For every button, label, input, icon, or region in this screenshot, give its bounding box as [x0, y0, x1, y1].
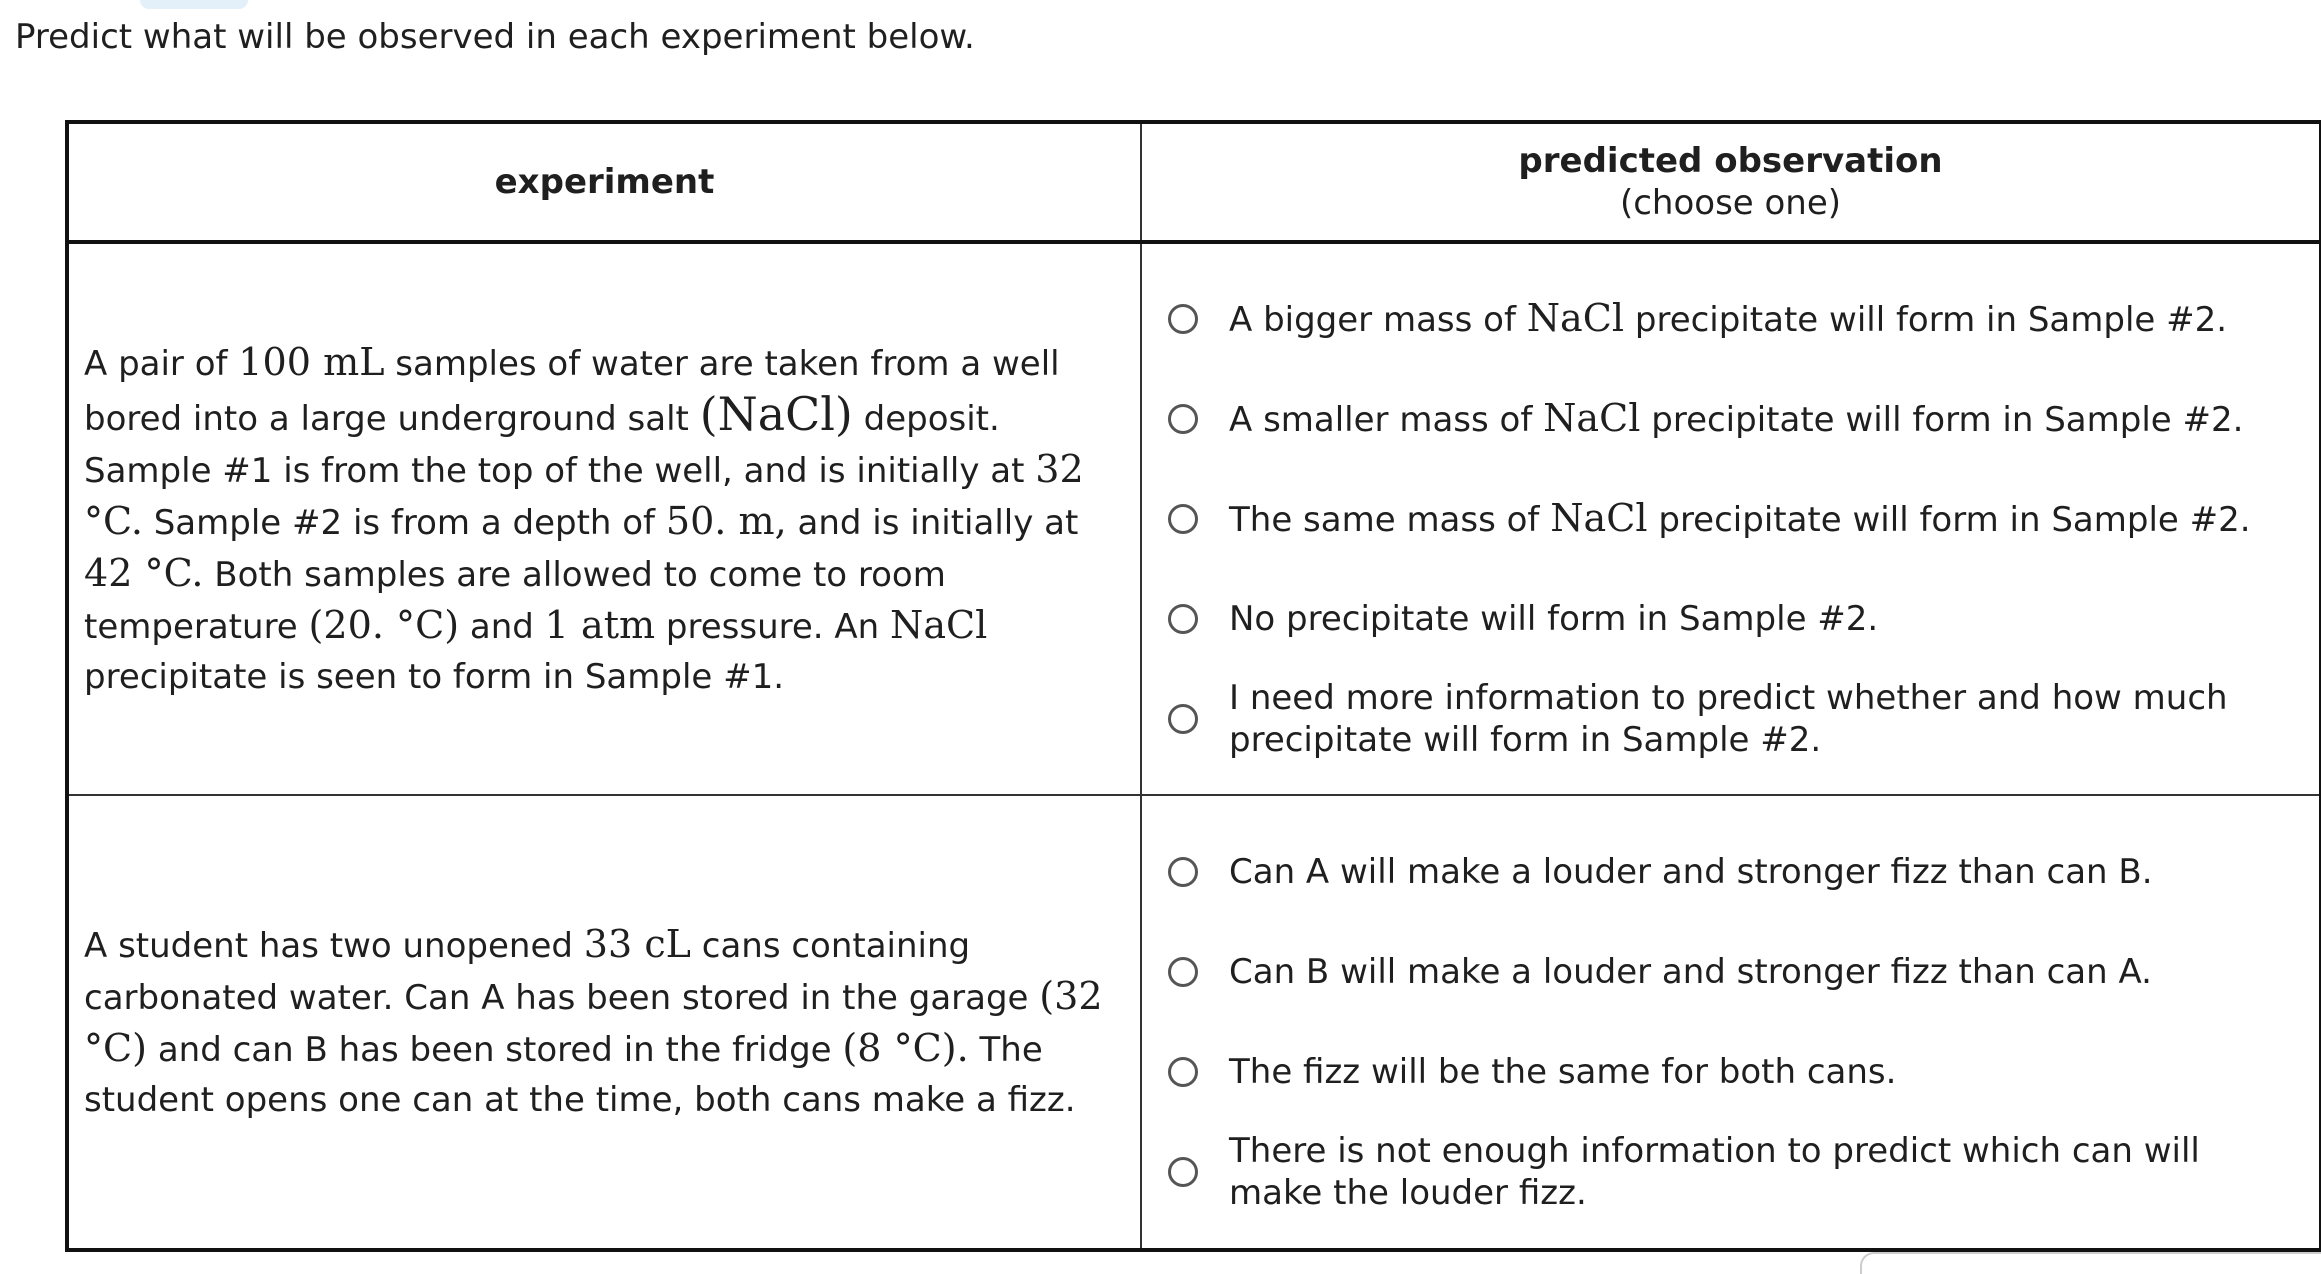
- radio-button[interactable]: [1168, 504, 1198, 534]
- answer-option[interactable]: [1142, 922, 2319, 1022]
- top-tab-decoration: [140, 0, 248, 9]
- radio-button[interactable]: [1168, 957, 1198, 987]
- experiment-text: A pair of: [84, 343, 239, 384]
- option-label: The fizz will be the same for both cans.: [1229, 1052, 1897, 1092]
- math-value: (20. °C): [308, 602, 460, 647]
- experiment-text: samples of water are taken from a well bored into a large underground salt: [84, 343, 1060, 439]
- radio-button[interactable]: [1168, 857, 1198, 887]
- answer-option[interactable]: [1142, 822, 2319, 922]
- answer-option[interactable]: [1142, 569, 2319, 669]
- experiment-text: cans containing carbonated water. Can A has been stored in the garage: [84, 926, 1040, 1018]
- experiment-text: pressure. An: [655, 606, 891, 647]
- math-value: (8 °C).: [842, 1026, 969, 1070]
- experiment-text: Sample #2 is from a depth of: [142, 502, 666, 543]
- radio-button[interactable]: [1168, 704, 1198, 734]
- answer-option[interactable]: [1142, 269, 2319, 369]
- option-text-post: precipitate will form in Sample #2.: [1624, 300, 2228, 340]
- math-value: 1 atm: [544, 602, 656, 647]
- option-text-pre: The same mass of: [1229, 500, 1551, 540]
- option-label: [1229, 297, 2247, 341]
- option-label: Can B will make a louder and stronger fizz than can A.: [1229, 952, 2152, 992]
- answer-option[interactable]: [1142, 369, 2319, 469]
- experiment-column-header: [67, 122, 1141, 242]
- answer-option[interactable]: [1142, 469, 2319, 569]
- option-label: [1229, 677, 2319, 761]
- experiment-text: and: [459, 606, 545, 647]
- experiment-text: precipitate is seen to form in Sample #1.: [84, 656, 785, 697]
- option-label: Can A will make a louder and stronger fizz than can B.: [1229, 852, 2153, 892]
- math-value: 50. m,: [665, 498, 787, 543]
- radio-button[interactable]: [1168, 304, 1198, 334]
- option-label: [1229, 397, 2263, 441]
- experiment-cell-1: [67, 242, 1141, 795]
- math-value: NaCl: [1550, 496, 1648, 540]
- answer-option[interactable]: [1142, 669, 2319, 769]
- answer-options-1: [1142, 261, 2319, 777]
- instructions-text: Predict what will be observed in each experiment below.: [15, 17, 975, 57]
- radio-button[interactable]: [1168, 1157, 1198, 1187]
- experiment-header-label: experiment: [494, 162, 715, 202]
- option-text-pre: I need more information to predict whether and how much precipitate will form in Sample #2.: [1229, 678, 2228, 760]
- experiment-text: and can B has been stored in the fridge: [147, 1030, 843, 1070]
- option-text-post: precipitate will form in Sample #2.: [1647, 500, 2251, 540]
- math-value: 42 °C.: [84, 550, 204, 595]
- option-label: There is not enough information to predict which can will make the louder fizz.: [1229, 1131, 2200, 1213]
- option-text-post: precipitate will form in Sample #2.: [1640, 400, 2244, 440]
- math-value: 100 mL: [238, 339, 385, 384]
- answer-option[interactable]: [1142, 1022, 2319, 1122]
- corner-decoration: [1860, 1252, 2321, 1274]
- radio-button[interactable]: [1168, 404, 1198, 434]
- prediction-table: [65, 120, 2321, 1252]
- experiment-text: Both samples are allowed to come to room temperature: [84, 554, 946, 647]
- observation-cell-1: [1141, 242, 2321, 795]
- radio-button[interactable]: [1168, 604, 1198, 634]
- option-text-pre: No precipitate will form in Sample #2.: [1229, 599, 1879, 639]
- observation-cell-2: [1141, 795, 2321, 1250]
- math-value: NaCl: [1543, 396, 1641, 440]
- experiment-text: The student opens one can at the time, both cans make a fizz.: [84, 1030, 1076, 1120]
- experiment-cell-2: [67, 795, 1141, 1250]
- table-row: [67, 795, 2321, 1250]
- experiment-text: and is initially at: [786, 502, 1079, 543]
- experiment-text: A student has two unopened: [84, 926, 584, 966]
- observation-column-header: [1141, 122, 2321, 242]
- radio-button[interactable]: [1168, 1057, 1198, 1087]
- answer-options-2: [1142, 814, 2319, 1230]
- option-text-pre: A smaller mass of: [1229, 400, 1544, 440]
- math-value: NaCl: [1526, 296, 1625, 340]
- option-label: [1229, 598, 1898, 640]
- observation-header-title: predicted observation: [1518, 141, 1943, 181]
- math-value: 32 °C.: [84, 446, 1084, 543]
- math-value: (NaCl): [699, 386, 853, 441]
- table-row: [67, 242, 2321, 795]
- table-header-row: [67, 122, 2321, 242]
- option-text-pre: A bigger mass of: [1229, 300, 1527, 340]
- option-label: [1229, 497, 2271, 541]
- answer-option[interactable]: [1142, 1122, 2319, 1222]
- experiment-text: deposit. Sample #1 is from the top of the well, and is initially at: [84, 398, 1036, 491]
- observation-header-subtitle: (choose one): [1619, 183, 1842, 223]
- math-value: (32 °C): [84, 974, 1103, 1070]
- math-value: NaCl: [890, 602, 988, 647]
- math-value: 33 cL: [583, 922, 691, 966]
